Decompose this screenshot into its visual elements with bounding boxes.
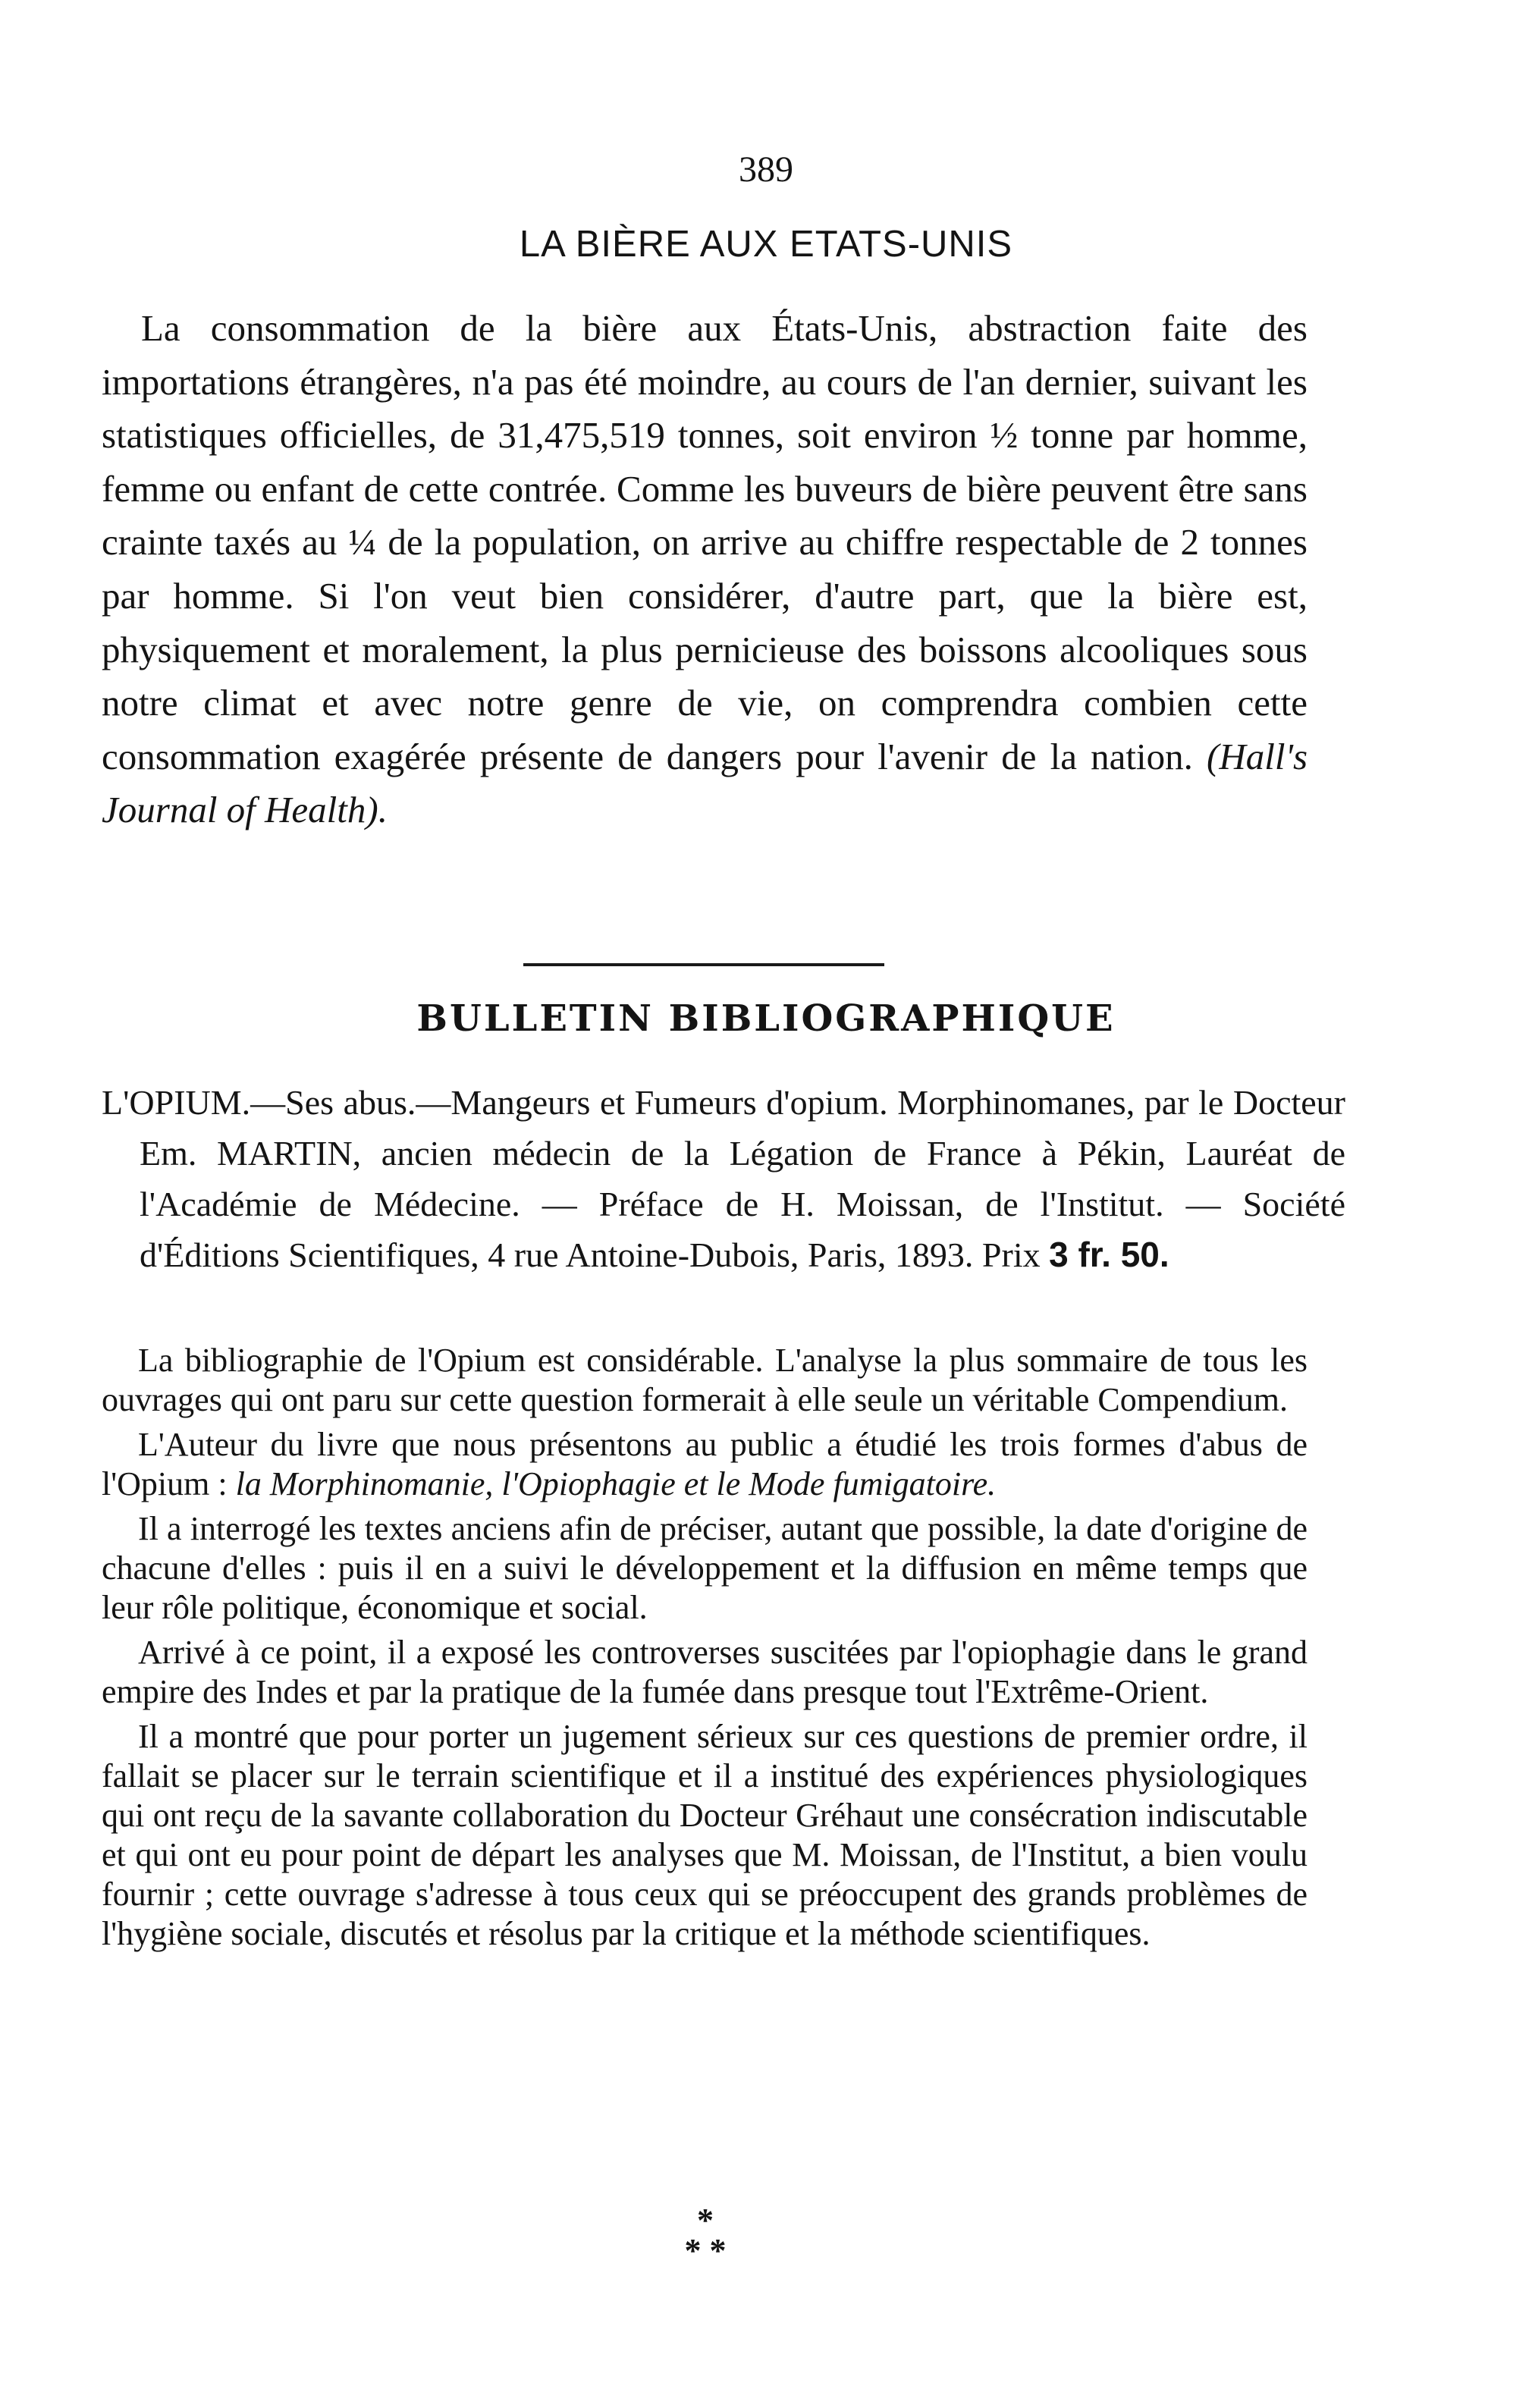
price-label: Prix	[981, 1235, 1041, 1274]
section-divider	[523, 963, 884, 966]
article-body	[102, 302, 1308, 837]
page-number: 389	[739, 149, 793, 190]
price-value: 3 fr. 50.	[1049, 1235, 1169, 1274]
article-body-text: La consommation de la bière aux États-Unis, abstraction faite des importations étrangères, n'a pas été moindre, au cours de l'an dernier, suivant les statistiques officielles, de 31,475,519 tonnes, soit environ ½ tonne par homme, femme ou enfant de cette contrée. Comme les buveurs de bière peuvent être sans crainte taxés au ¼ de la population, on arrive au chiffre respectable de 2 tonnes par homme. Si l'on veut bien considérer, d'autre part, que la bière est, physiquement et moralement, la plus pernicieuse des boissons alcooliques sous notre climat et avec notre genre de vie, on comprendra combien cette consommation exagérée présente de dangers pour l'avenir de la nation.	[102, 307, 1308, 777]
review-paragraph: Il a montré que pour porter un jugement sérieux sur ces questions de premier ordre, il fallait se placer sur le terrain scientifique et il a institué des expériences physiologiques qui ont reçu de la savante collaboration du Docteur Gréhaut une consécration indiscutable et qui ont eu pour point de départ les analyses que M. Moissan, de l'Institut, a bien voulu fournir ; cette ouvrage s'adresse à tous ceux qui se préoccupent des grands problèmes de l'hygiène sociale, discutés et résolus par la critique et la méthode scientifiques.	[102, 1718, 1308, 1952]
review-paragraph	[102, 1425, 1308, 1504]
book-reference-text: L'OPIUM.—Ses abus.—Mangeurs et Fumeurs d'opium. Morphinomanes, par le Docteur Em. MARTIN, ancien médecin de la Légation de France à Pékin, Lauréat de l'Académie de Médecine. — Préface de H. Moissan, de l'Institut. — Société d'Éditions Scientifiques, 4 rue Antoine-Dubois, Paris, 1893.	[102, 1083, 1345, 1274]
review-paragraph-emphasis: la Morphinomanie, l'Opiophagie et le Mode fumigatoire.	[235, 1465, 997, 1502]
review-paragraph: Arrivé à ce point, il a exposé les controverses suscitées par l'opiophagie dans le grand empire des Indes et par la pratique de la fumée dans presque tout l'Extrême-Orient.	[102, 1634, 1308, 1710]
review-paragraph: La bibliographie de l'Opium est considérable. L'analyse la plus sommaire de tous les ouvrages qui ont paru sur cette question formerait à elle seule un véritable Compendium.	[102, 1342, 1308, 1418]
article-source: (Hall's Journal of Health).	[102, 735, 1308, 831]
review-paragraph-text: L'Auteur du livre que nous présentons au public a étudié les trois formes d'abus de l'Opium :	[102, 1426, 1308, 1502]
article-title: LA BIÈRE AUX ETATS-UNIS	[519, 224, 1013, 265]
book-review	[102, 1341, 1308, 1959]
book-reference	[102, 1077, 1345, 1280]
review-paragraph: Il a interrogé les textes anciens afin de préciser, autant que possible, la date d'origine de chacune d'elles : puis il en a suivi le développement et la diffusion en même temps que leur rôle politique, économique et social.	[102, 1510, 1308, 1626]
asterism-ornament: * * *	[684, 2202, 727, 2269]
bulletin-title: BULLETIN BIBLIOGRAPHIQUE	[416, 997, 1116, 1040]
